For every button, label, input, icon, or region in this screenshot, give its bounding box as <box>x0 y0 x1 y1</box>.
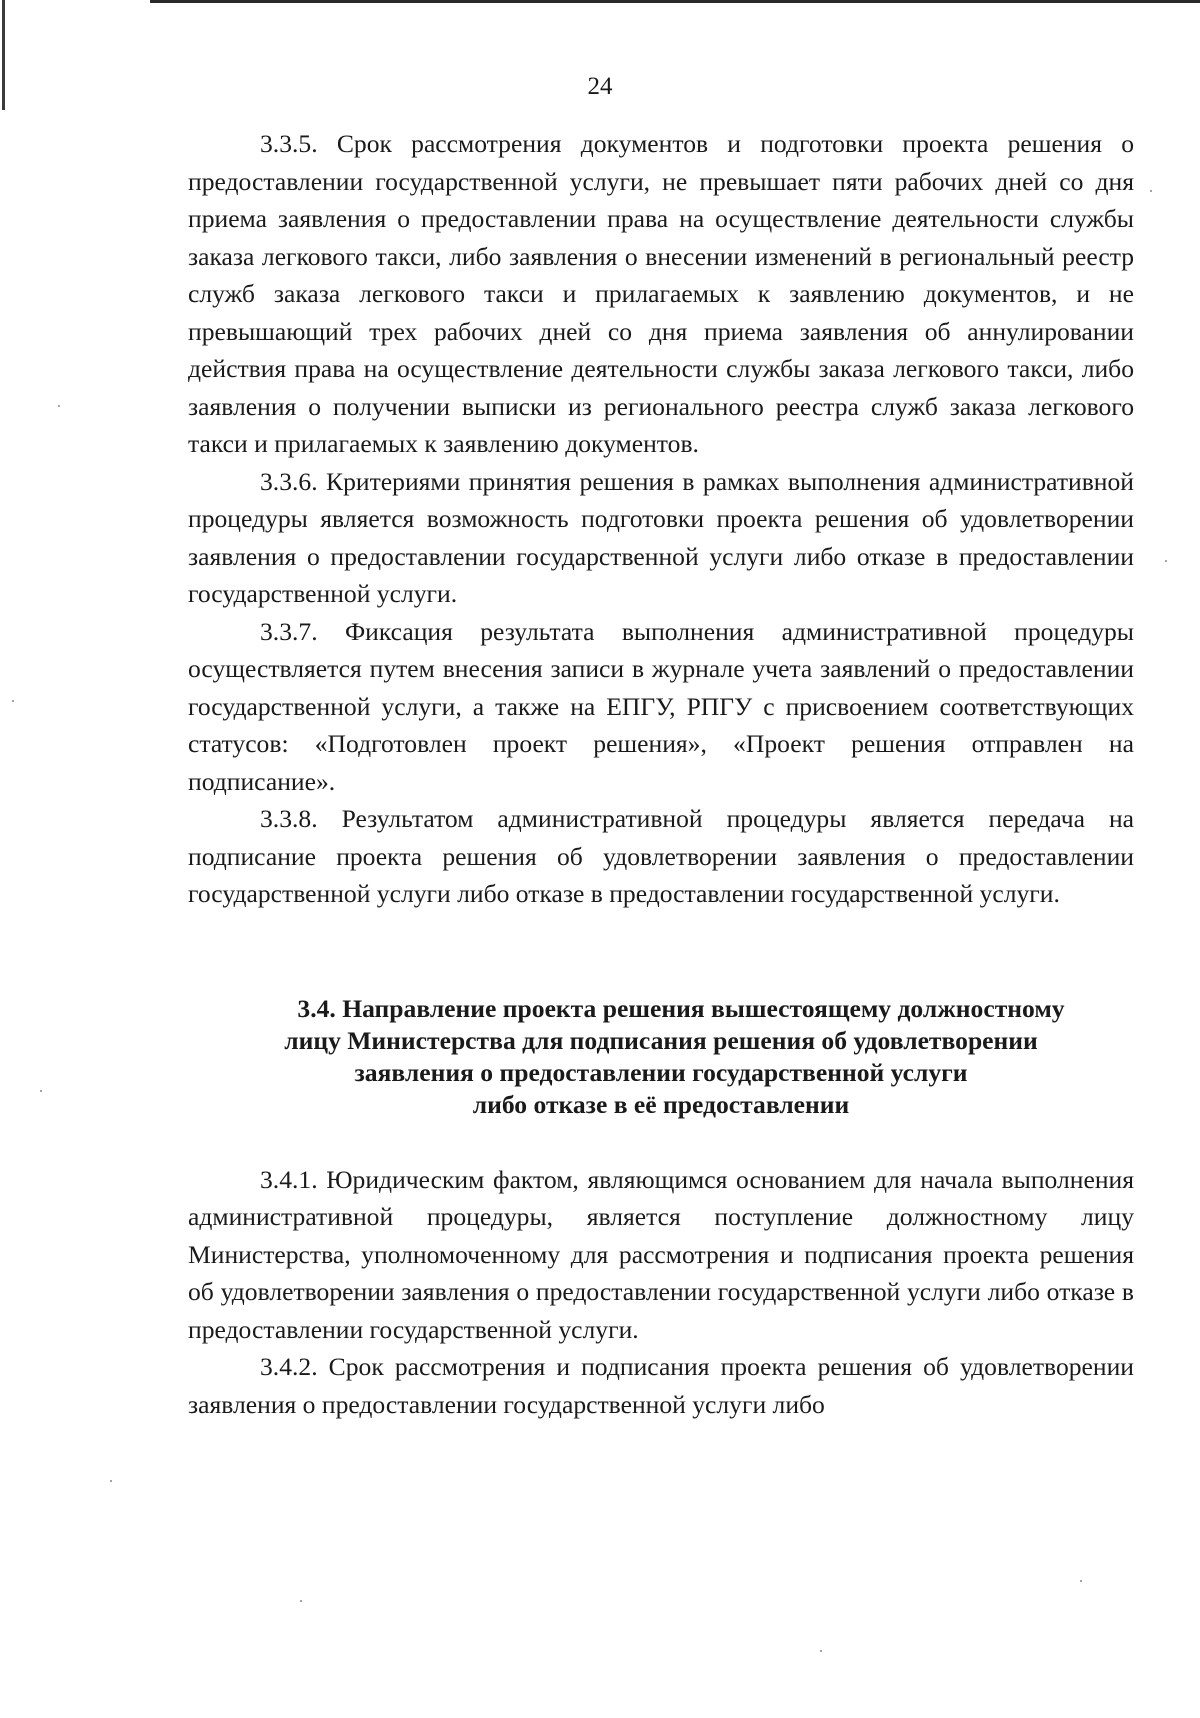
scan-speckle <box>110 1480 112 1482</box>
paragraph-3-4-1: 3.4.1. Юридическим фактом, являющимся основанием для начала выполнения административной процедуры, является поступление должностному лицу Министерства, уполномоченному для рассмотрения и подписания проекта решения об удовлетворении заявления о предоставлении государственной услуги либо отказе в предоставлении государственной услуги. <box>188 1164 1134 1344</box>
paragraph-3-4-2: 3.4.2. Срок рассмотрения и подписания проекта решения об удовлетворении заявления о предоставлении государственной услуги либо <box>188 1352 1134 1419</box>
section-heading-line: либо отказе в её предоставлении <box>472 1089 850 1119</box>
page-number: 24 <box>587 73 613 100</box>
scan-speckle <box>40 1090 42 1092</box>
section-heading-3-4 <box>188 993 1134 1121</box>
document-body <box>188 125 1134 1423</box>
scan-speckle <box>1080 1580 1082 1582</box>
paragraph-3-3-5: 3.3.5. Срок рассмотрения документов и подготовки проекта решения о предоставлении государственной услуги, не превышает пяти рабочих дней со дня приема заявления о предоставлении права на осуществление деятельности службы заказа легкового такси, либо заявления о внесении изменений в региональный реестр служб заказа легкового такси и прилагаемых к заявлению документов, и не превышающий трех рабочих дней со дня приема заявления об аннулировании действия права на осуществление деятельности службы заказа легкового такси, либо заявления о получении выписки из регионального реестра служб заказа легкового такси и прилагаемых к заявлению документов. <box>188 129 1134 458</box>
scan-speckle <box>58 405 60 407</box>
paragraph-3-3-6: 3.3.6. Критериями принятия решения в рамках выполнения административной процедуры является возможность подготовки проекта решения об удовлетворении заявления о предоставлении государственной услуги либо отказе в предоставлении государственной услуги. <box>188 466 1134 608</box>
scan-edge-top <box>150 0 1200 3</box>
paragraph-3-3-8: 3.3.8. Результатом административной процедуры является передача на подписание проекта решения об удовлетворении заявления о предоставлении государственной услуги либо отказе в предоставлении государственной услуги. <box>188 804 1134 908</box>
section-heading-line: лицу Министерства для подписания решения об удовлетворении <box>284 1025 1038 1055</box>
section-heading-line: 3.4. Направление проекта решения вышестоящему должностному <box>297 993 1065 1023</box>
scan-speckle <box>1150 190 1152 192</box>
section-heading-line: заявления о предоставлении государственной услуги <box>354 1057 968 1087</box>
scan-speckle <box>300 1600 302 1602</box>
scan-speckle <box>12 700 14 702</box>
paragraph-3-3-7: 3.3.7. Фиксация результата выполнения административной процедуры осуществляется путем внесения записи в журнале учета заявлений о предоставлении государственной услуги, а также на ЕПГУ, РПГУ с присвоением соответствующих статусов: «Подготовлен проект решения», «Проект решения отправлен на подписание». <box>188 616 1134 796</box>
scan-speckle <box>820 1650 822 1652</box>
scan-speckle <box>1165 560 1167 562</box>
